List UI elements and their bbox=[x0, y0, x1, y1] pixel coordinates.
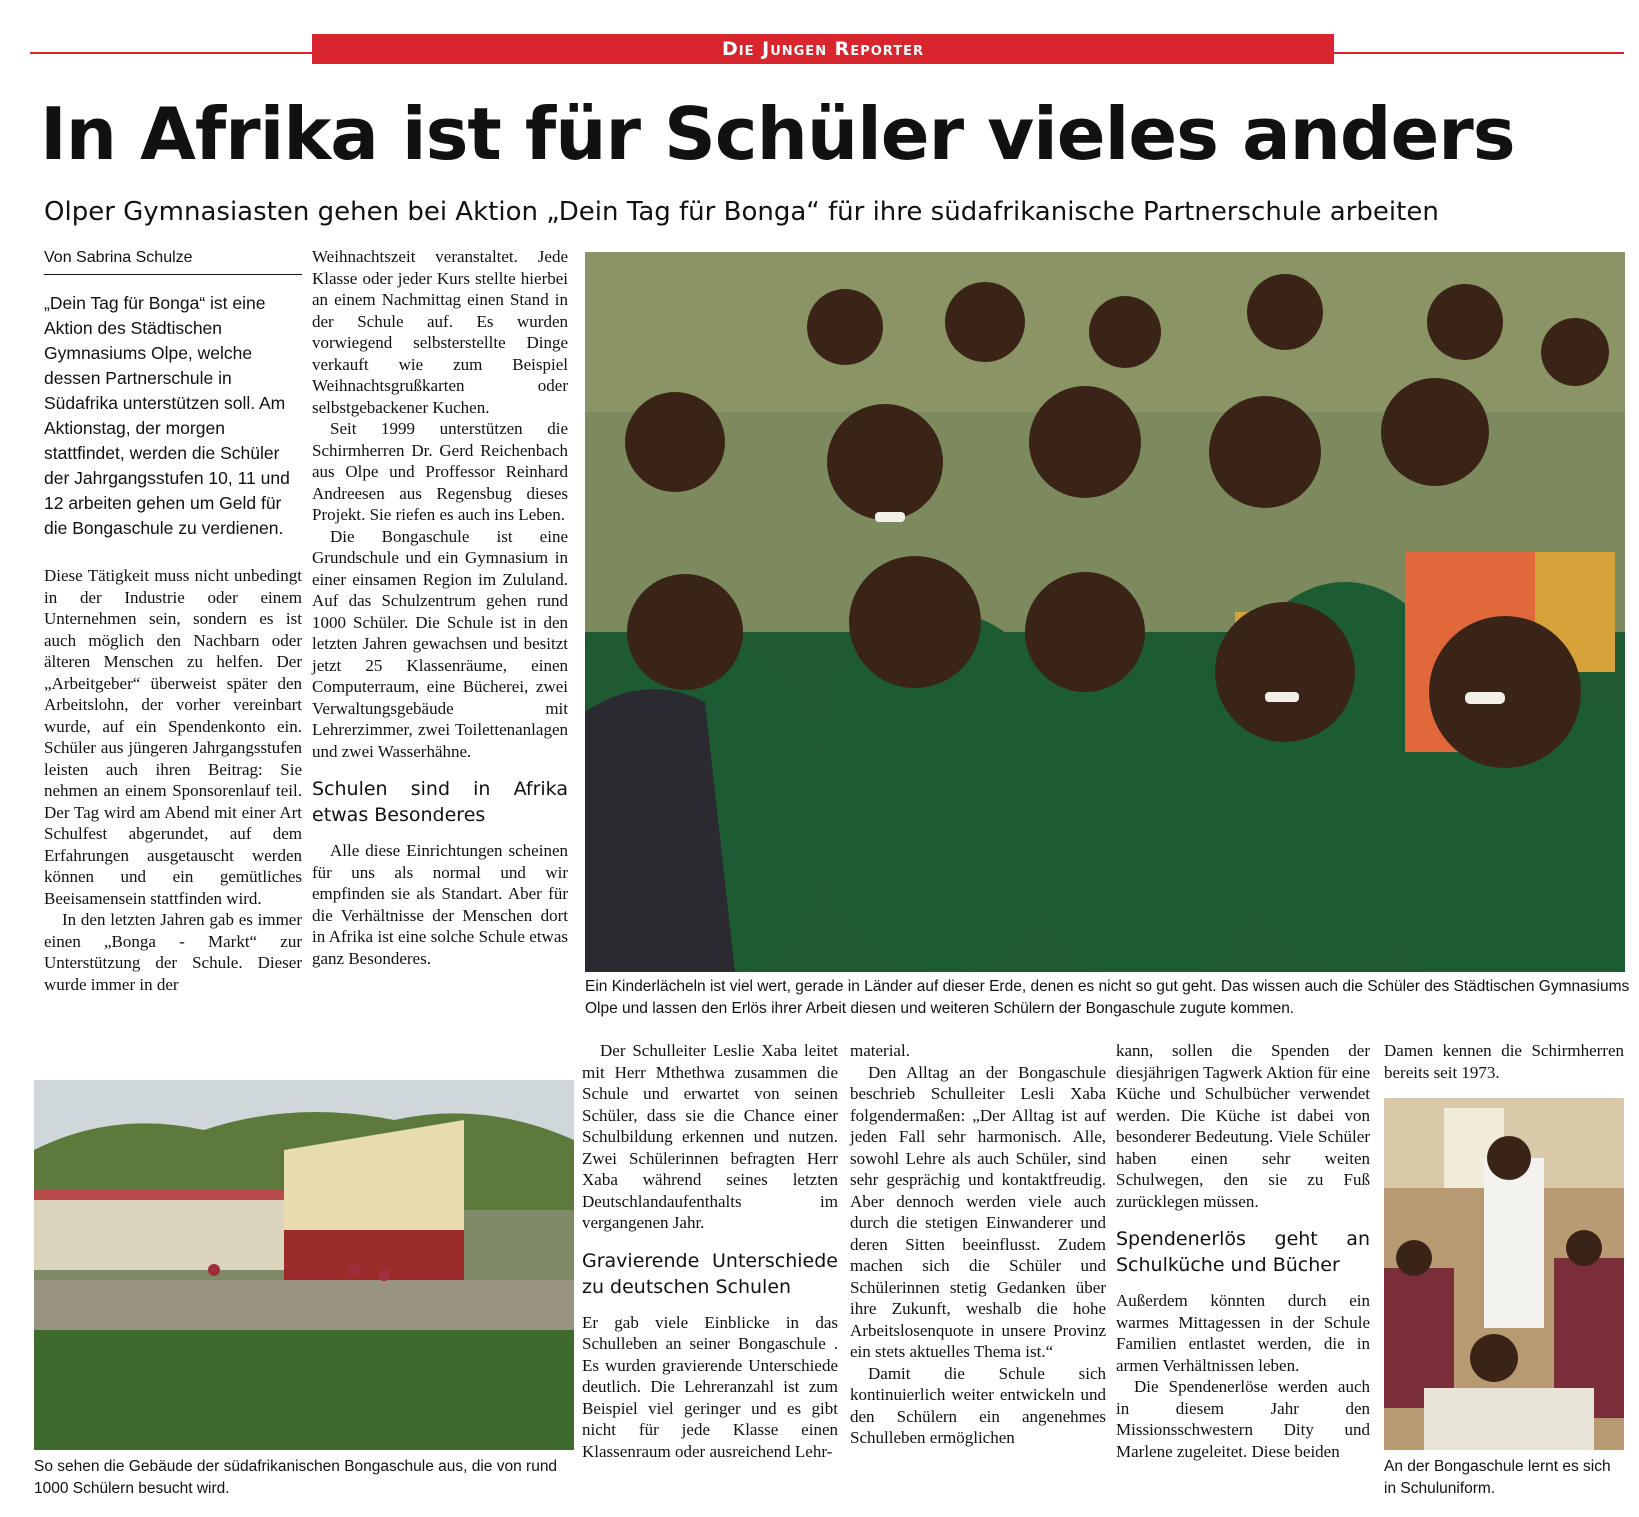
paragraph: Die Bongaschule ist eine Grundschule und ein Gymnasium in einer einsamen Region im Zululand. Auf das Schulzentrum gehen rund 1000 Schüler. Die Schule ist in den letzten Jahren gewachsen und besitzt jetzt 25 Klassenräume, einen Computerraum, eine Bücherei, zwei Verwaltungsgebäude mit Lehrerzimmer, zwei Toilettenanlagen und zwei Wasserhähne. bbox=[312, 526, 568, 761]
children-photo bbox=[585, 252, 1625, 972]
col1-text bbox=[44, 565, 302, 995]
main-photo-caption: Ein Kinderlächeln ist viel wert, gerade in Länder auf dieser Erde, denen es nicht so gut geht. Das wissen auch die Schüler des Städtischen Gymnasiums Olpe und lassen den Erlös ihrer Arbeit diesen und weiteren Schülern der Bongaschule zugute kommen. bbox=[585, 978, 1630, 1017]
school-photo-caption: So sehen die Gebäude der südafrikanischen Bongaschule aus, die von rund 1000 Schülern besucht wird. bbox=[34, 1458, 558, 1497]
paragraph: Diese Tätigkeit muss nicht unbedingt in der Industrie oder einem Unternehmen sein, sondern es ist auch möglich den Nachbarn oder älteren Menschen zu helfen. Der „Arbeitgeber“ überweist später den Arbeitslohn, der vorher vereinbart wurde, auf ein Spendenkonto ein. Schüler aus jüngeren Jahrgangsstufen leisten auch ihren Beitrag: Sie nehmen an einem Sponsorenlauf teil. Der Tag wird am Abend mit einer Art Schulfest abgerundet, auf dem Erfahrungen ausgetauscht werden können und ein gemütliches Beeisamensein stattfinden wird. bbox=[44, 566, 302, 908]
paragraph: Damen kennen die Schirmherren bereits seit 1973. bbox=[1384, 1041, 1624, 1082]
column-2 bbox=[312, 246, 568, 969]
rubric-label: Die Jungen Reporter bbox=[722, 38, 924, 60]
subheading: Gravierende Unterschiede zu deutschen Schulen bbox=[582, 1249, 838, 1298]
paragraph: Den Alltag an der Bongaschule beschrieb Schulleiter Lesli Xaba folgendermaßen: „Der Alltag ist auf jeden Fall sehr harmonisch. Alle, sowohl Lehre als auch Schüler, sind sehr gesprächig und kontaktfreudig. Aber dennoch werden viele auch durch die stetigen Einwanderer und deren Sitten beeinflusst. Zudem machen sich die Schüler und Schülerinnen stetig Gedanken über ihre Zukunft, weshalb die hohe Arbeitslosenquote in unsere Provinz ein stets aktuelles Thema ist.“ bbox=[850, 1062, 1106, 1361]
column-4 bbox=[850, 1040, 1106, 1449]
intro-paragraph: „Dein Tag für Bonga“ ist eine Aktion des Städtischen Gymnasiums Olpe, welche dessen Partnerschule in Südafrika unterstützen soll. Am Aktionstag, der morgen stattfindet, werden die Schüler der Jahrgangsstufen 10, 11 und 12 arbeiten gehen um Geld für die Bongaschule zu verdienen. bbox=[44, 293, 290, 538]
subheading: Schulen sind in Afrika etwas Besonderes bbox=[312, 778, 568, 826]
paragraph: Außerdem könnten durch ein warmes Mittagessen in der Schule Familien entlastet werden, die in armen Verhältnissen leben. bbox=[1116, 1291, 1370, 1375]
intro-block bbox=[44, 291, 302, 541]
column-3 bbox=[582, 1040, 838, 1462]
paragraph: Damit die Schule sich kontinuierlich weiter entwickeln und den Schülern ein angenehmes Schulleben ermöglichen bbox=[850, 1363, 1106, 1447]
school-building-photo bbox=[34, 1080, 574, 1450]
header-rule-right bbox=[1334, 52, 1624, 54]
column-6 bbox=[1384, 1040, 1624, 1083]
paragraph: material. bbox=[850, 1041, 910, 1060]
byline: Von Sabrina Schulze bbox=[44, 246, 302, 275]
paragraph: Er gab viele Einblicke in das Schulleben an seiner Bongaschule . Es wurden gravierende Unterschiede deutlich. Die Lehreranzahl ist zum Beispiel viel geringer und es gibt nicht für jede Klasse einen Klassenraum oder ausreichend Lehr- bbox=[582, 1312, 838, 1461]
column-1 bbox=[44, 246, 302, 995]
classroom-photo-caption: An der Bongaschule lernt es sich in Schuluniform. bbox=[1384, 1458, 1611, 1497]
classroom-photo bbox=[1384, 1098, 1624, 1450]
header-rule-left bbox=[30, 52, 312, 54]
paragraph: Der Schulleiter Leslie Xaba leitet mit Herr Mthethwa zusammen die Schule und erwartet von seinen Schüler, dass sie die Chance einer Schulbildung erkennen und nutzen. Zwei Schülerinnen befragten Herr Xaba während seines letzten Deutschlandaufenthalts im vergangenen Jahr. bbox=[582, 1041, 838, 1232]
headline: In Afrika ist für Schüler vieles anders bbox=[40, 92, 1515, 176]
paragraph: Weihnachtszeit veranstaltet. Jede Klasse oder jeder Kurs stellte hierbei an einem Nachmittag einen Stand in der Schule auf. Es wurden vorwiegend selbsterstellte Dinge verkauft wie zum Beispiel Weihnachtsgrußkarten oder selbstgebackener Kuchen. bbox=[312, 247, 568, 417]
column-5 bbox=[1116, 1040, 1370, 1462]
paragraph: In den letzten Jahren gab es immer einen „Bonga - Markt“ zur Unterstützung der Schule. Dieser wurde immer in der bbox=[44, 910, 302, 994]
paragraph: kann, sollen die Spenden der diesjährigen Tagwerk Aktion für eine Küche und Schulbücher verwendet werden. Die Küche ist dabei von besonderer Bedeutung. Viele Schüler haben einen sehr weiten Schulwegen, den sie zu Fuß zurücklegen müssen. bbox=[1116, 1041, 1370, 1211]
paragraph: Alle diese Einrichtungen scheinen für uns als normal und wir empfinden sie als Standart. Aber für die Verhältnisse der Menschen dort in Afrika ist eine solche Schule etwas ganz Besonderes. bbox=[312, 841, 568, 968]
paragraph: Seit 1999 unterstützen die Schirmherren Dr. Gerd Reichenbach aus Olpe und Proffessor Reinhard Andreesen aus Regensbug dieses Projekt. Sie riefen es auch ins Leben. bbox=[312, 419, 568, 524]
school-photo bbox=[34, 1080, 574, 1450]
main-photo bbox=[585, 252, 1625, 972]
classroom-scene-photo bbox=[1384, 1098, 1624, 1450]
subheading: Spendenerlös geht an Schulküche und Bücher bbox=[1116, 1228, 1370, 1276]
paragraph: Die Spendenerlöse werden auch in diesem Jahr den Missionsschwestern Dity und Marlene zugeleitet. Diese beiden bbox=[1116, 1377, 1370, 1461]
subheadline: Olper Gymnasiasten gehen bei Aktion „Dein Tag für Bonga“ für ihre südafrikanische Partnerschule arbeiten bbox=[44, 197, 1439, 227]
